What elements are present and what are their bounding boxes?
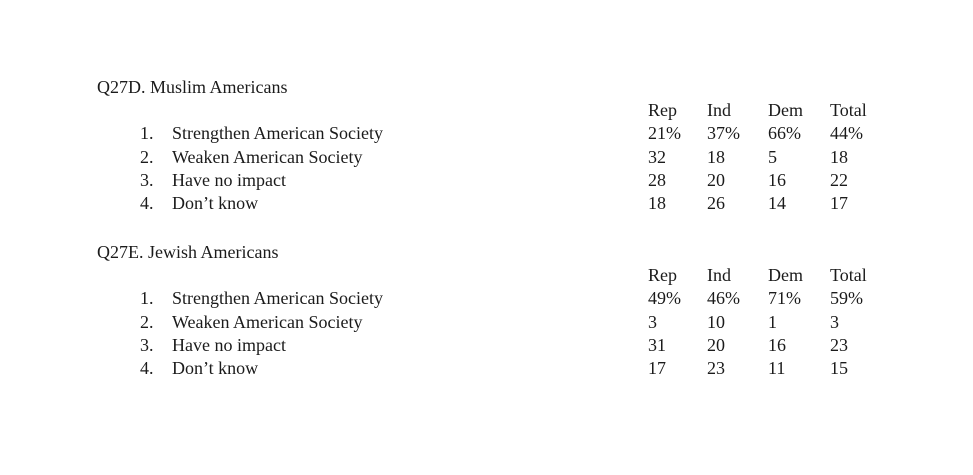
- answer-number: 4.: [140, 193, 154, 213]
- value-rep: 31: [648, 335, 666, 355]
- value-rep: 28: [648, 170, 666, 190]
- value-ind: 37%: [707, 123, 740, 143]
- column-header-rep: Rep: [648, 100, 677, 120]
- value-rep: 18: [648, 193, 666, 213]
- answer-number: 1.: [140, 288, 154, 308]
- value-total: 15: [830, 358, 848, 378]
- answer-number: 3.: [140, 335, 154, 355]
- answer-number: 1.: [140, 123, 154, 143]
- column-header-ind: Ind: [707, 100, 731, 120]
- value-ind: 20: [707, 170, 725, 190]
- column-header-dem: Dem: [768, 265, 803, 285]
- value-total: 59%: [830, 288, 863, 308]
- value-total: 18: [830, 147, 848, 167]
- value-dem: 14: [768, 193, 786, 213]
- answer-label: Have no impact: [172, 335, 286, 355]
- answer-row: [0, 289, 973, 313]
- answer-row: [0, 148, 973, 172]
- value-rep: 32: [648, 147, 666, 167]
- value-rep: 17: [648, 358, 666, 378]
- answer-label: Strengthen American Society: [172, 123, 383, 143]
- value-ind: 10: [707, 312, 725, 332]
- value-ind: 18: [707, 147, 725, 167]
- answer-number: 2.: [140, 147, 154, 167]
- value-rep: 21%: [648, 123, 681, 143]
- value-total: 3: [830, 312, 839, 332]
- column-header-total: Total: [830, 265, 867, 285]
- value-total: 17: [830, 193, 848, 213]
- value-total: 44%: [830, 123, 863, 143]
- answer-row: [0, 124, 973, 148]
- value-rep: 3: [648, 312, 657, 332]
- value-ind: 20: [707, 335, 725, 355]
- value-total: 23: [830, 335, 848, 355]
- answer-row: [0, 171, 973, 195]
- value-dem: 11: [768, 358, 786, 378]
- value-ind: 26: [707, 193, 725, 213]
- answer-label: Strengthen American Society: [172, 288, 383, 308]
- answer-row: [0, 194, 973, 218]
- column-header-ind: Ind: [707, 265, 731, 285]
- value-dem: 1: [768, 312, 777, 332]
- question-title: Q27D. Muslim Americans: [97, 77, 288, 97]
- answer-label: Weaken American Society: [172, 147, 363, 167]
- value-dem: 5: [768, 147, 777, 167]
- answer-label: Don’t know: [172, 358, 259, 378]
- column-header-row: [0, 266, 973, 290]
- answer-number: 2.: [140, 312, 154, 332]
- value-ind: 23: [707, 358, 725, 378]
- value-dem: 71%: [768, 288, 801, 308]
- answer-number: 3.: [140, 170, 154, 190]
- value-dem: 66%: [768, 123, 801, 143]
- value-ind: 46%: [707, 288, 740, 308]
- value-total: 22: [830, 170, 848, 190]
- answer-row: [0, 359, 973, 383]
- answer-label: Have no impact: [172, 170, 286, 190]
- answer-row: [0, 336, 973, 360]
- answer-label: Don’t know: [172, 193, 259, 213]
- answer-number: 4.: [140, 358, 154, 378]
- answer-label: Weaken American Society: [172, 312, 363, 332]
- question-title: Q27E. Jewish Americans: [97, 242, 279, 262]
- column-header-rep: Rep: [648, 265, 677, 285]
- value-dem: 16: [768, 170, 786, 190]
- column-header-total: Total: [830, 100, 867, 120]
- value-rep: 49%: [648, 288, 681, 308]
- value-dem: 16: [768, 335, 786, 355]
- column-header-dem: Dem: [768, 100, 803, 120]
- column-header-row: [0, 101, 973, 125]
- answer-row: [0, 313, 973, 337]
